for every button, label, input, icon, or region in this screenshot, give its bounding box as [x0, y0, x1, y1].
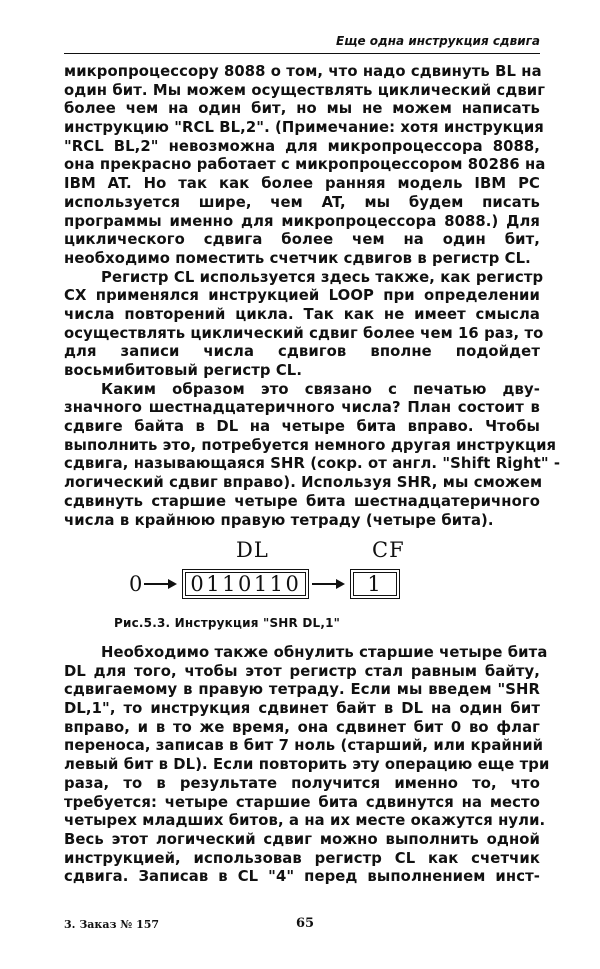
text-line: IBM AT. Но так как более ранняя модель IBM PC	[64, 175, 540, 193]
text-line: Весь этот логический сдвиг можно выполнить одной	[64, 830, 540, 848]
text-line: раза, то в результате получится именно то, что	[64, 774, 540, 792]
shift-diagram	[129, 571, 397, 597]
text-line: левый бит в DL). Если повторить эту операцию еще три	[64, 756, 550, 774]
text-line: четырех младших битов, а на их месте окажутся нули.	[64, 812, 546, 830]
arrow-right-icon	[312, 579, 345, 589]
cf-label: CF	[372, 538, 405, 562]
text-line: сдвига. Записав в CL "4" перед выполнением инст-	[64, 868, 540, 886]
text-line: числа повторений цикла. Так как не имеет смысла	[64, 305, 540, 323]
paragraph	[64, 380, 561, 531]
shr-figure	[64, 538, 540, 606]
body-text-top	[64, 63, 561, 530]
text-line: необходимо поместить счетчик сдвигов в регистр CL.	[64, 249, 531, 267]
text-line: инструкцию "RCL BL,2". (Примечание: хотя инструкция	[64, 119, 544, 137]
text-line: микропроцессору 8088 о том, что надо сдвинуть BL на	[64, 63, 542, 80]
dl-register-box: 0110110	[185, 572, 306, 596]
text-line: DL,1", то инструкция сдвинет байт в DL на один бит	[64, 700, 540, 718]
text-line: требуется: четыре старшие бита сдвинутся на место	[64, 793, 540, 811]
text-line: циклического сдвига более чем на один бит,	[64, 231, 540, 249]
text-line: программы именно для микропроцессора 8088.) Для	[64, 212, 540, 230]
printer-signature: 3. Заказ № 157	[64, 918, 160, 931]
text-line: Необходимо также обнулить старшие четыре бита	[101, 644, 548, 661]
paragraph	[64, 268, 544, 381]
input-zero-bit: 0	[129, 572, 143, 596]
text-line: сдвигаемому в правую тетраду. Если мы введем "SHR	[64, 681, 540, 699]
header-rule	[64, 53, 540, 54]
paragraph	[64, 644, 550, 887]
text-line: значного шестнадцатеричного числа? План состоит в	[64, 399, 540, 417]
text-line: логический сдвиг вправо). Используя SHR, мы сможем	[64, 474, 543, 492]
text-line: сдвинуть старшие четыре бита шестнадцатеричного	[64, 492, 540, 510]
text-line: осуществлять циклический сдвиг более чем 16 раз, то	[64, 324, 544, 342]
text-line: более чем на один бит, но мы не можем написать	[64, 100, 540, 118]
text-line: она прекрасно работает с микропроцессором 80286 на	[64, 156, 546, 174]
arrow-right-icon	[144, 579, 177, 589]
dl-label: DL	[236, 538, 269, 562]
text-line: вправо, и в то же время, она сдвинет бит 0 во флаг	[64, 718, 540, 736]
page-number: 65	[296, 916, 315, 931]
text-line: переноса, записав в бит 7 ноль (старший, или крайний	[64, 737, 544, 755]
cf-flag-box: 1	[353, 572, 397, 596]
text-line: "RCL BL,2" невозможна для микропроцессора 8088,	[64, 137, 540, 155]
text-line: CX применялся инструкцией LOOP при определении	[64, 287, 540, 305]
text-line: сдвига, называющаяся SHR (сокр. от англ. "Shift Right" -	[64, 455, 561, 473]
running-header: Еще одна инструкция сдвига	[336, 34, 540, 48]
text-line: инструкцией, использовав регистр CL как счетчик	[64, 849, 540, 867]
figure-caption: Рис.5.3. Инструкция "SHR DL,1"	[114, 616, 341, 630]
paragraph	[64, 63, 546, 269]
text-line: для записи числа сдвигов вполне подойдет	[64, 343, 540, 361]
text-line: один бит. Мы можем осуществлять циклический сдвиг	[64, 81, 546, 99]
body-text-bottom	[64, 644, 550, 887]
text-line: числа в крайнюю правую тетраду (четыре бита).	[64, 511, 494, 529]
text-line: используется шире, чем AT, мы будем писать	[64, 193, 540, 211]
text-line: выполнить это, потребуется немного другая инструкция	[64, 436, 557, 454]
text-line: DL для того, чтобы этот регистр стал равным байту,	[64, 662, 540, 680]
text-line: восьмибитовый регистр CL.	[64, 362, 303, 379]
text-line: Регистр CL используется здесь также, как регистр	[101, 268, 544, 286]
text-line: Каким образом это связано с печатью дву-	[101, 380, 540, 398]
text-line: сдвиге байта в DL на четыре бита вправо. Чтобы	[64, 418, 540, 436]
